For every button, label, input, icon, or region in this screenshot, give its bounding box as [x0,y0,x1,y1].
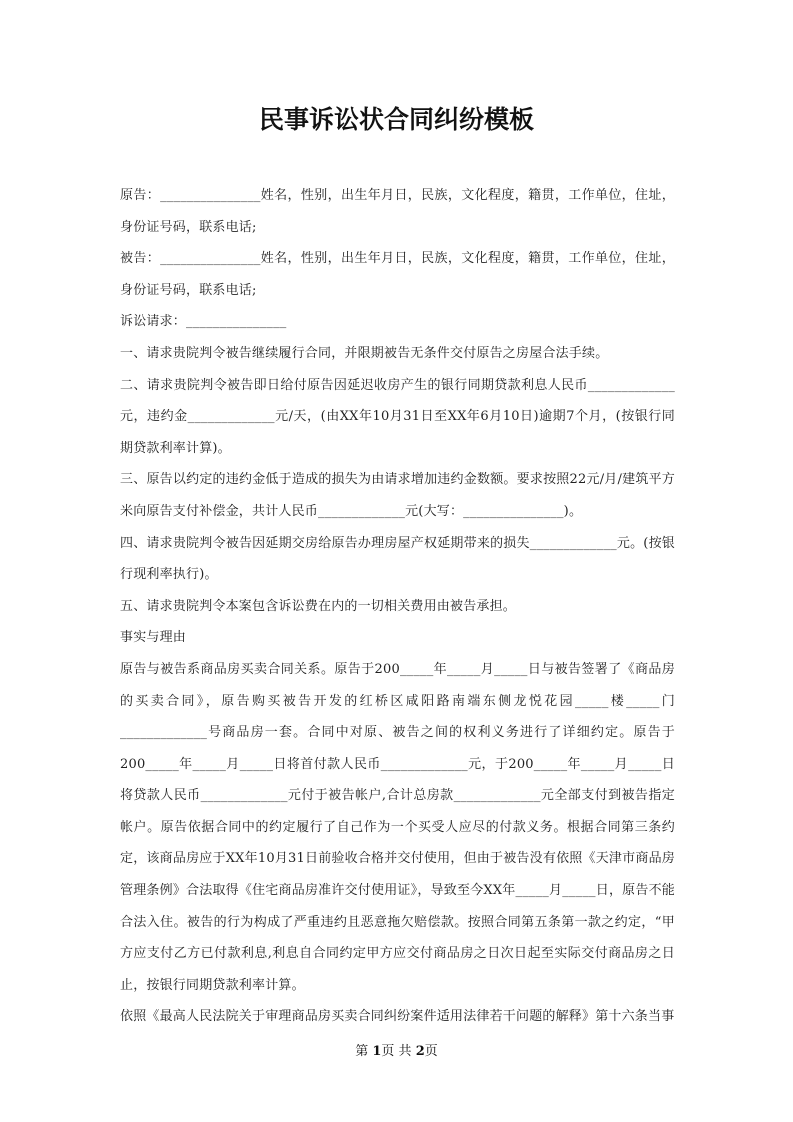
paragraph-defendant: 被告：_______________姓名，性别，出生年月日，民族，文化程度，籍贯，工作单位，住址，身份证号码，联系电话; [120,251,675,298]
paragraph-plaintiff: 原告：_______________姓名，性别，出生年月日，民族，文化程度，籍贯，工作单位，住址，身份证号码，联系电话; [120,188,675,235]
paragraph-claim-5: 五、请求贵院判令本案包含诉讼费在内的一切相关费用由被告承担。 [120,598,517,614]
document-title: 民事诉讼状合同纠纷模板 [258,105,534,134]
paragraph-facts-heading: 事实与理由 [120,630,187,646]
footer-prefix: 第 [355,1044,373,1059]
footer-suffix: 页 [424,1044,438,1059]
footer-middle: 页 共 [381,1044,416,1059]
paragraph-claim-4: 四、请求贵院判令被告因延期交房给原告办理房屋产权延期带来的损失_____________元。(按银行现利率执行)。 [120,535,675,583]
paragraph-claim-1: 一、请求贵院判令被告继续履行合同，并限期被告无条件交付原告之房屋合法手续。 [120,345,609,361]
total-pages-number: 2 [415,1044,425,1059]
paragraph-claim-2: 二、请求贵院判令被告即日给付原告因延迟收房产生的银行同期贷款利息人民币_____________元，违约金_____________元/天，(由XX年10月31日至XX年6月10日)逾期7个月，(按银行同期贷款利率计算)。 [120,377,675,456]
document-body [120,180,675,1033]
page-footer [0,1040,793,1059]
paragraph-claim-3: 三、原告以约定的违约金低于造成的损失为由请求增加违约金数额。要求按照22元/月/建筑平方米向原告支付补偿金，共计人民币_____________元(大写：_______________)。 [120,472,675,519]
paragraph-legal-basis: 依照《最高人民法院关于审理商品房买卖合同纠纷案件适用法律若干问题的解释》第十六条当事 [120,1009,675,1025]
paragraph-facts: 原告与被告系商品房买卖合同关系。原告于200_____年_____月_____日与被告签署了《商品房的买卖合同》，原告购买被告开发的红桥区咸阳路南端东侧龙悦花园_____楼_____门_____________号商品房一套。合同中对原、被告之间的权利义务进行了详细约定。原告于200_____年_____月_____日将首付款人民币_____________元，于200_____年_____月_____日将贷款人民币_____________元付于被告帐户,合计总房款_____________元全部支付到被告指定帐户。原告依据合同中的约定履行了自己作为一个买受人应尽的付款义务。根据合同第三条约定，该商品房应于XX年10月31日前验收合格并交付使用，但由于被告没有依照《天津市商品房管理条例》合法取得《住宅商品房准许交付使用证》，导致至今XX年_____月_____日，原告不能合法入住。被告的行为构成了严重违约且恶意拖欠赔偿款。按照合同第五条第一款之约定，“甲方应支付乙方已付款利息,利息自合同约定甲方应交付商品房之日次日起至实际交付商品房之日止，按银行同期贷款利率计算。 [120,661,675,993]
paragraph-claims-heading: 诉讼请求：_______________ [120,314,287,330]
current-page-number: 1 [372,1044,382,1059]
